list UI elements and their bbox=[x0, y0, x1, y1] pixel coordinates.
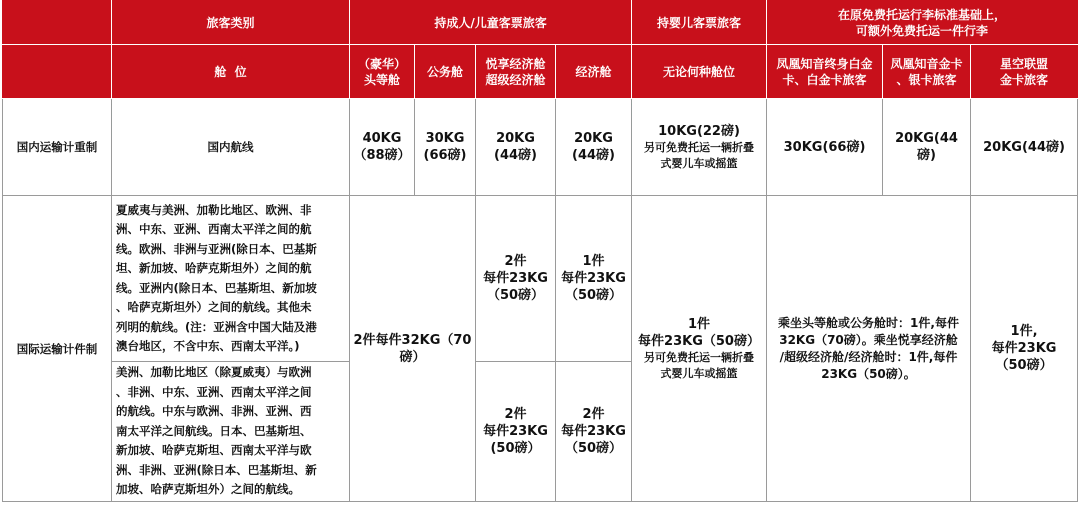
header-passenger-type: 旅客类别 bbox=[112, 1, 350, 45]
domestic-phoenix-platinum: 30KG(66磅) bbox=[767, 99, 883, 196]
header-business: 公务舱 bbox=[415, 45, 476, 99]
header-extra: 在原免费托运行李标准基础上， 可额外免费托运一件行李 bbox=[767, 1, 1078, 45]
header-economy: 经济舱 bbox=[556, 45, 632, 99]
header-adult-child: 持成人/儿童客票旅客 bbox=[350, 1, 632, 45]
international-route-group-1: 夏威夷与美洲、加勒比地区、欧洲、非 洲、中东、亚洲、西南太平洋之间的航 线。欧洲、非洲与亚洲(除日本、巴基斯 坦、新加坡、哈萨克斯坦外）之间的航 线。亚洲内(除日本、巴基斯坦、新加坡 、哈萨克斯坦外）之间的航线。其他未 列明的航线。(注：亚洲含中国大陆及港 澳台地区，不含中东、西南太平洋。) bbox=[112, 196, 350, 362]
header-star-alliance: 星空联盟 金卡旅客 bbox=[971, 45, 1078, 99]
header-blank-cabin bbox=[3, 45, 112, 99]
header-infant: 持婴儿客票旅客 bbox=[632, 1, 767, 45]
domestic-phoenix-gold: 20KG(44磅) bbox=[883, 99, 971, 196]
domestic-business: 30KG (66磅) bbox=[415, 99, 476, 196]
international-r2-economy: 2件 每件23KG （50磅） bbox=[556, 362, 632, 502]
domestic-system: 国内运输计重制 bbox=[3, 99, 112, 196]
international-star-alliance: 1件, 每件23KG （50磅） bbox=[971, 196, 1078, 502]
header-first-class: （豪华） 头等舱 bbox=[350, 45, 415, 99]
domestic-first: 40KG （88磅） bbox=[350, 99, 415, 196]
international-r1-premium: 2件 每件23KG （50磅） bbox=[476, 196, 556, 362]
header-blank-top bbox=[3, 1, 112, 45]
international-infant: 1件 每件23KG（50磅） 另可免费托运一辆折叠 式婴儿车或摇篮 bbox=[632, 196, 767, 502]
header-phoenix-gold: 凤凰知音金卡 、银卡旅客 bbox=[883, 45, 971, 99]
international-route-group-2: 美洲、加勒比地区（除夏威夷）与欧洲 、非洲、中东、亚洲、西南太平洋之间 的航线。中东与欧洲、非洲、亚洲、西 南太平洋之间航线。日本、巴基斯坦、 新加坡、哈萨克斯坦、西南太平洋与欧 洲、非洲、亚洲(除日本、巴基斯坦、新 加坡、哈萨克斯坦外）之间的航线。 bbox=[112, 362, 350, 502]
international-r1-economy: 1件 每件23KG （50磅） bbox=[556, 196, 632, 362]
domestic-route: 国内航线 bbox=[112, 99, 350, 196]
international-system: 国际运输计件制 bbox=[3, 196, 112, 502]
international-phoenix: 乘坐头等舱或公务舱时：1件,每件 32KG（70磅）。乘坐悦享经济舱 /超级经济舱/经济舱时：1件,每件 23KG（50磅）。 bbox=[767, 196, 971, 502]
domestic-star-alliance: 20KG(44磅) bbox=[971, 99, 1078, 196]
header-premium-economy: 悦享经济舱 超级经济舱 bbox=[476, 45, 556, 99]
international-r2-premium: 2件 每件23KG (50磅） bbox=[476, 362, 556, 502]
domestic-economy: 20KG (44磅) bbox=[556, 99, 632, 196]
domestic-premium: 20KG (44磅) bbox=[476, 99, 556, 196]
international-first-business: 2件每件32KG（70 磅） bbox=[350, 196, 476, 502]
baggage-allowance-table bbox=[2, 0, 1078, 502]
header-cabin: 舱 位 bbox=[112, 45, 350, 99]
domestic-infant: 10KG(22磅) 另可免费托运一辆折叠 式婴儿车或摇篮 bbox=[632, 99, 767, 196]
header-any-cabin: 无论何种舱位 bbox=[632, 45, 767, 99]
header-phoenix-platinum: 凤凰知音终身白金 卡、白金卡旅客 bbox=[767, 45, 883, 99]
